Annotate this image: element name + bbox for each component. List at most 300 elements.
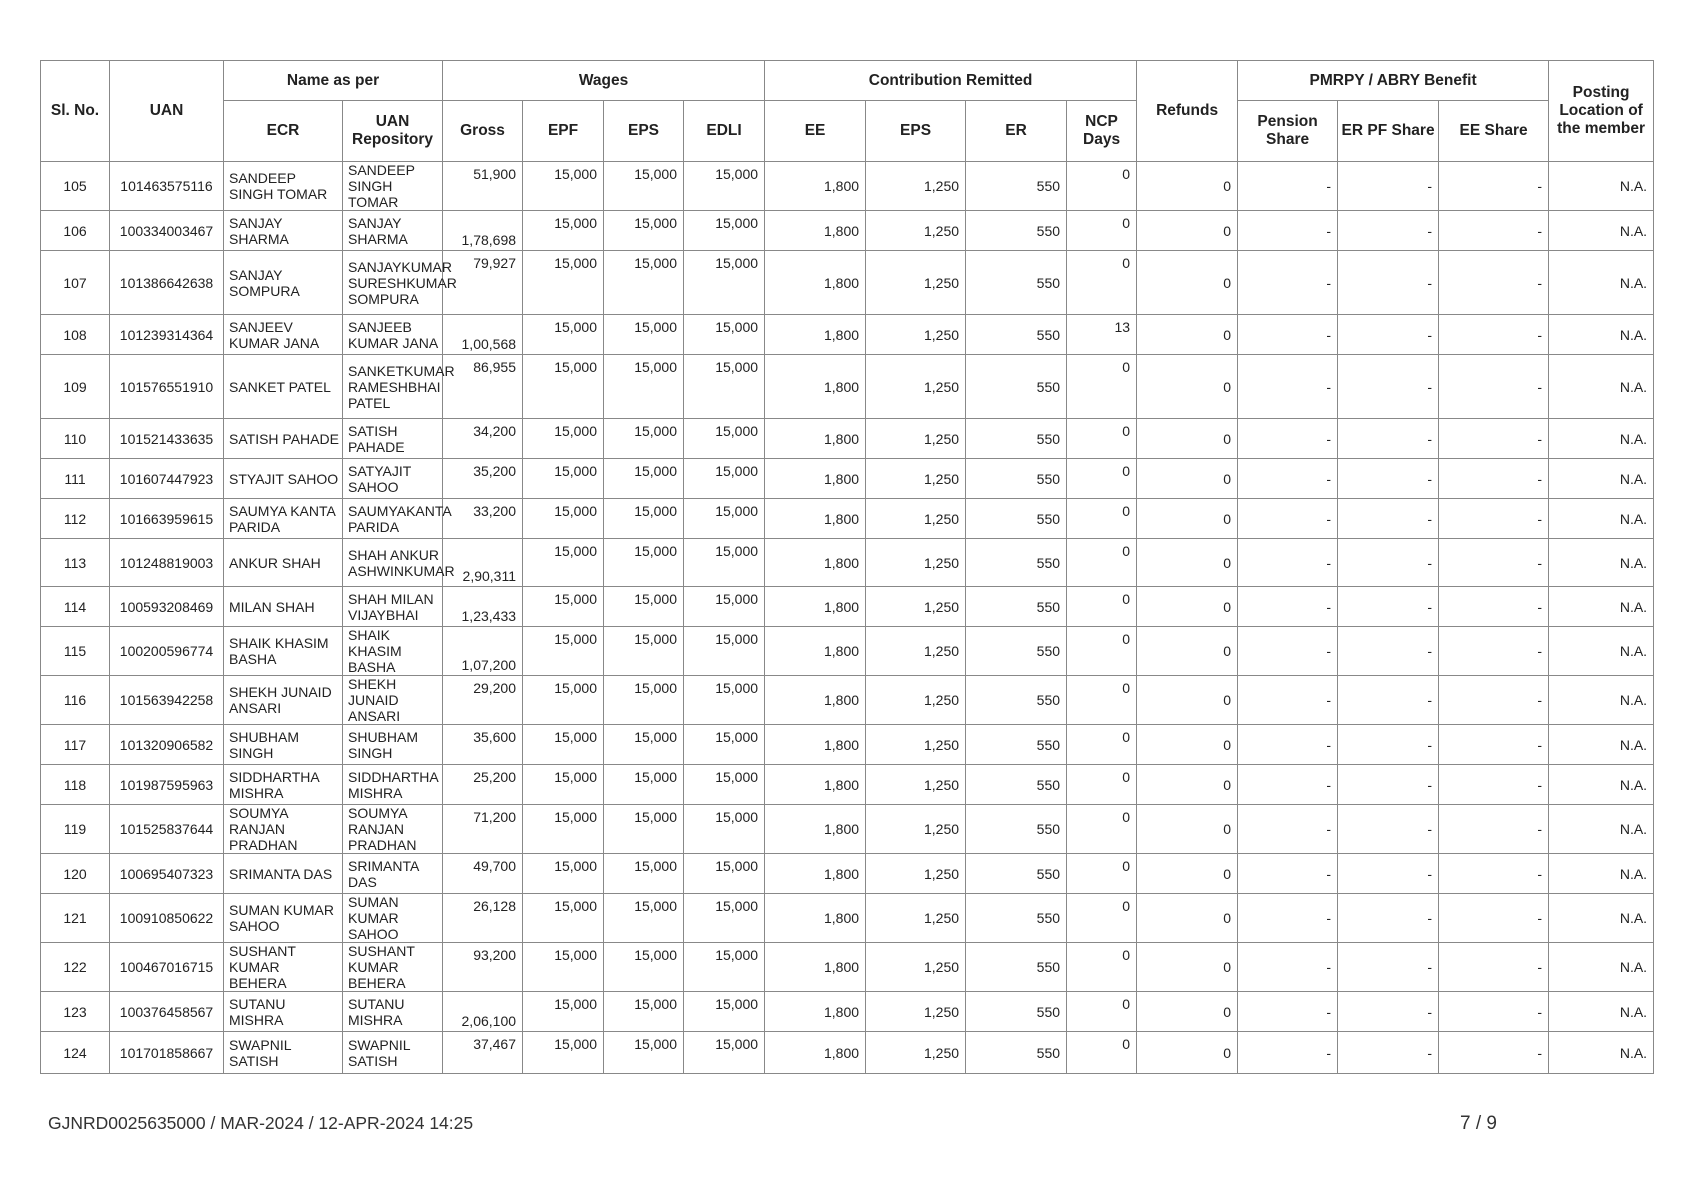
sl-no-cell: 106	[41, 211, 110, 251]
pension-share-cell: -	[1238, 725, 1338, 765]
ecr-name-cell: SRIMANTA DAS	[224, 854, 343, 894]
sl-no-cell: 111	[41, 459, 110, 499]
eps-contribution-cell: 1,250	[866, 1032, 966, 1074]
er-pf-share-cell: -	[1338, 627, 1439, 676]
ecr-name-cell: STYAJIT SAHOO	[224, 459, 343, 499]
posting-location-cell: N.A.	[1549, 854, 1654, 894]
uan-repository-name-cell: SATISH PAHADE	[343, 419, 443, 459]
edli-cell: 15,000	[684, 355, 765, 419]
ecr-name-cell: SWAPNIL SATISH	[224, 1032, 343, 1074]
epf-cell: 15,000	[523, 459, 604, 499]
ee-share-cell: -	[1439, 355, 1549, 419]
eps-wages-cell: 15,000	[604, 587, 684, 627]
gross-cell: 34,200	[443, 419, 523, 459]
eps-wages-cell: 15,000	[604, 992, 684, 1032]
refunds-cell: 0	[1137, 419, 1238, 459]
epf-cell: 15,000	[523, 676, 604, 725]
ee-share-cell: -	[1439, 676, 1549, 725]
posting-location-cell: N.A.	[1549, 315, 1654, 355]
ee-share-cell: -	[1439, 499, 1549, 539]
sl-no-cell: 122	[41, 943, 110, 992]
ee-share-cell: -	[1439, 315, 1549, 355]
uan-repository-name-cell: SUTANU MISHRA	[343, 992, 443, 1032]
posting-location-cell: N.A.	[1549, 211, 1654, 251]
sl-no-cell: 121	[41, 894, 110, 943]
ee-cell: 1,800	[765, 894, 866, 943]
header-ecr: ECR	[224, 101, 343, 162]
eps-contribution-cell: 1,250	[866, 765, 966, 805]
refunds-cell: 0	[1137, 539, 1238, 587]
pension-share-cell: -	[1238, 162, 1338, 211]
eps-contribution-cell: 1,250	[866, 355, 966, 419]
pension-share-cell: -	[1238, 854, 1338, 894]
pension-share-cell: -	[1238, 627, 1338, 676]
ncp-days-cell: 0	[1067, 539, 1137, 587]
ncp-days-cell: 0	[1067, 1032, 1137, 1074]
epf-cell: 15,000	[523, 894, 604, 943]
refunds-cell: 0	[1137, 805, 1238, 854]
uan-repository-name-cell: SHUBHAM SINGH	[343, 725, 443, 765]
uan-cell: 101521433635	[110, 419, 224, 459]
uan-repository-name-cell: SHAH ANKUR ASHWINKUMAR	[343, 539, 443, 587]
posting-location-cell: N.A.	[1549, 162, 1654, 211]
er-cell: 550	[966, 499, 1067, 539]
table-row	[41, 587, 1654, 627]
refunds-cell: 0	[1137, 992, 1238, 1032]
uan-cell: 101607447923	[110, 459, 224, 499]
gross-cell: 51,900	[443, 162, 523, 211]
uan-cell: 100467016715	[110, 943, 224, 992]
sl-no-cell: 120	[41, 854, 110, 894]
ncp-days-cell: 0	[1067, 587, 1137, 627]
table-row	[41, 805, 1654, 854]
refunds-cell: 0	[1137, 676, 1238, 725]
gross-cell: 35,200	[443, 459, 523, 499]
er-cell: 550	[966, 355, 1067, 419]
eps-wages-cell: 15,000	[604, 459, 684, 499]
ee-share-cell: -	[1439, 765, 1549, 805]
pension-share-cell: -	[1238, 419, 1338, 459]
ee-cell: 1,800	[765, 676, 866, 725]
uan-cell: 101987595963	[110, 765, 224, 805]
edli-cell: 15,000	[684, 587, 765, 627]
edli-cell: 15,000	[684, 1032, 765, 1074]
gross-cell: 2,90,311	[443, 539, 523, 587]
ee-cell: 1,800	[765, 499, 866, 539]
uan-repository-name-cell: SAUMYAKANTA PARIDA	[343, 499, 443, 539]
ecr-name-cell: SIDDHARTHA MISHRA	[224, 765, 343, 805]
header-ncp-days: NCP Days	[1067, 101, 1137, 162]
eps-wages-cell: 15,000	[604, 355, 684, 419]
ee-share-cell: -	[1439, 1032, 1549, 1074]
ecr-name-cell: ANKUR SHAH	[224, 539, 343, 587]
uan-cell: 101239314364	[110, 315, 224, 355]
er-cell: 550	[966, 725, 1067, 765]
er-cell: 550	[966, 539, 1067, 587]
table-row	[41, 943, 1654, 992]
header-er: ER	[966, 101, 1067, 162]
ecr-name-cell: SANJAY SOMPURA	[224, 251, 343, 315]
er-cell: 550	[966, 992, 1067, 1032]
ee-cell: 1,800	[765, 211, 866, 251]
er-pf-share-cell: -	[1338, 894, 1439, 943]
uan-cell: 101701858667	[110, 1032, 224, 1074]
uan-repository-name-cell: SRIMANTA DAS	[343, 854, 443, 894]
uan-repository-name-cell: SIDDHARTHA MISHRA	[343, 765, 443, 805]
eps-contribution-cell: 1,250	[866, 419, 966, 459]
epf-cell: 15,000	[523, 854, 604, 894]
table-row	[41, 1032, 1654, 1074]
pension-share-cell: -	[1238, 992, 1338, 1032]
ee-cell: 1,800	[765, 459, 866, 499]
header-uan-repository: UAN Repository	[343, 101, 443, 162]
refunds-cell: 0	[1137, 211, 1238, 251]
er-pf-share-cell: -	[1338, 587, 1439, 627]
ee-cell: 1,800	[765, 992, 866, 1032]
uan-cell: 101463575116	[110, 162, 224, 211]
ncp-days-cell: 0	[1067, 676, 1137, 725]
ee-share-cell: -	[1439, 539, 1549, 587]
epf-cell: 15,000	[523, 499, 604, 539]
gross-cell: 1,07,200	[443, 627, 523, 676]
er-cell: 550	[966, 627, 1067, 676]
eps-contribution-cell: 1,250	[866, 251, 966, 315]
eps-wages-cell: 15,000	[604, 725, 684, 765]
pension-share-cell: -	[1238, 355, 1338, 419]
er-pf-share-cell: -	[1338, 765, 1439, 805]
header-refunds: Refunds	[1137, 61, 1238, 162]
edli-cell: 15,000	[684, 419, 765, 459]
edli-cell: 15,000	[684, 211, 765, 251]
ecr-contribution-table	[40, 60, 1654, 1074]
header-ee: EE	[765, 101, 866, 162]
ee-cell: 1,800	[765, 162, 866, 211]
edli-cell: 15,000	[684, 499, 765, 539]
eps-wages-cell: 15,000	[604, 894, 684, 943]
gross-cell: 26,128	[443, 894, 523, 943]
table-row	[41, 627, 1654, 676]
ncp-days-cell: 0	[1067, 765, 1137, 805]
header-pension-share: Pension Share	[1238, 101, 1338, 162]
posting-location-cell: N.A.	[1549, 627, 1654, 676]
eps-wages-cell: 15,000	[604, 251, 684, 315]
ncp-days-cell: 0	[1067, 725, 1137, 765]
edli-cell: 15,000	[684, 315, 765, 355]
ecr-name-cell: SUMAN KUMAR SAHOO	[224, 894, 343, 943]
er-pf-share-cell: -	[1338, 992, 1439, 1032]
ee-share-cell: -	[1439, 992, 1549, 1032]
refunds-cell: 0	[1137, 854, 1238, 894]
ecr-name-cell: SANDEEP SINGH TOMAR	[224, 162, 343, 211]
ee-share-cell: -	[1439, 894, 1549, 943]
ecr-name-cell: SOUMYA RANJAN PRADHAN	[224, 805, 343, 854]
header-uan: UAN	[110, 61, 224, 162]
header-ee-share: EE Share	[1439, 101, 1549, 162]
table-row	[41, 459, 1654, 499]
sl-no-cell: 109	[41, 355, 110, 419]
ncp-days-cell: 0	[1067, 355, 1137, 419]
eps-contribution-cell: 1,250	[866, 627, 966, 676]
er-cell: 550	[966, 805, 1067, 854]
eps-wages-cell: 15,000	[604, 627, 684, 676]
sl-no-cell: 108	[41, 315, 110, 355]
er-pf-share-cell: -	[1338, 1032, 1439, 1074]
table-row	[41, 315, 1654, 355]
ee-cell: 1,800	[765, 765, 866, 805]
uan-cell: 100695407323	[110, 854, 224, 894]
eps-wages-cell: 15,000	[604, 1032, 684, 1074]
epf-cell: 15,000	[523, 419, 604, 459]
refunds-cell: 0	[1137, 943, 1238, 992]
sl-no-cell: 112	[41, 499, 110, 539]
ncp-days-cell: 0	[1067, 419, 1137, 459]
posting-location-cell: N.A.	[1549, 539, 1654, 587]
pension-share-cell: -	[1238, 315, 1338, 355]
eps-contribution-cell: 1,250	[866, 805, 966, 854]
er-cell: 550	[966, 587, 1067, 627]
gross-cell: 49,700	[443, 854, 523, 894]
header-name-as-per: Name as per	[224, 61, 443, 101]
refunds-cell: 0	[1137, 587, 1238, 627]
uan-repository-name-cell: SANJAYKUMAR SURESHKUMAR SOMPURA	[343, 251, 443, 315]
epf-cell: 15,000	[523, 725, 604, 765]
sl-no-cell: 114	[41, 587, 110, 627]
edli-cell: 15,000	[684, 539, 765, 587]
posting-location-cell: N.A.	[1549, 943, 1654, 992]
ecr-name-cell: SAUMYA KANTA PARIDA	[224, 499, 343, 539]
refunds-cell: 0	[1137, 1032, 1238, 1074]
gross-cell: 1,78,698	[443, 211, 523, 251]
edli-cell: 15,000	[684, 627, 765, 676]
ncp-days-cell: 0	[1067, 459, 1137, 499]
epf-cell: 15,000	[523, 315, 604, 355]
epf-cell: 15,000	[523, 539, 604, 587]
ee-cell: 1,800	[765, 587, 866, 627]
pension-share-cell: -	[1238, 211, 1338, 251]
edli-cell: 15,000	[684, 676, 765, 725]
ee-share-cell: -	[1439, 419, 1549, 459]
posting-location-cell: N.A.	[1549, 355, 1654, 419]
eps-contribution-cell: 1,250	[866, 943, 966, 992]
gross-cell: 71,200	[443, 805, 523, 854]
gross-cell: 86,955	[443, 355, 523, 419]
edli-cell: 15,000	[684, 459, 765, 499]
ecr-name-cell: SUSHANT KUMAR BEHERA	[224, 943, 343, 992]
edli-cell: 15,000	[684, 251, 765, 315]
posting-location-cell: N.A.	[1549, 1032, 1654, 1074]
ncp-days-cell: 0	[1067, 854, 1137, 894]
gross-cell: 37,467	[443, 1032, 523, 1074]
er-pf-share-cell: -	[1338, 211, 1439, 251]
epf-cell: 15,000	[523, 251, 604, 315]
eps-wages-cell: 15,000	[604, 211, 684, 251]
edli-cell: 15,000	[684, 992, 765, 1032]
gross-cell: 2,06,100	[443, 992, 523, 1032]
eps-contribution-cell: 1,250	[866, 211, 966, 251]
table-row	[41, 992, 1654, 1032]
ee-share-cell: -	[1439, 725, 1549, 765]
pension-share-cell: -	[1238, 894, 1338, 943]
gross-cell: 1,23,433	[443, 587, 523, 627]
eps-contribution-cell: 1,250	[866, 315, 966, 355]
er-cell: 550	[966, 676, 1067, 725]
uan-repository-name-cell: SHEKH JUNAID ANSARI	[343, 676, 443, 725]
epf-cell: 15,000	[523, 211, 604, 251]
er-cell: 550	[966, 419, 1067, 459]
eps-wages-cell: 15,000	[604, 854, 684, 894]
refunds-cell: 0	[1137, 627, 1238, 676]
posting-location-cell: N.A.	[1549, 419, 1654, 459]
sl-no-cell: 124	[41, 1032, 110, 1074]
ee-cell: 1,800	[765, 315, 866, 355]
er-pf-share-cell: -	[1338, 725, 1439, 765]
header-er-pf-share: ER PF Share	[1338, 101, 1439, 162]
header-pmrpy-abry: PMRPY / ABRY Benefit	[1238, 61, 1549, 101]
uan-repository-name-cell: SOUMYA RANJAN PRADHAN	[343, 805, 443, 854]
epf-cell: 15,000	[523, 1032, 604, 1074]
uan-repository-name-cell: SANJEEB KUMAR JANA	[343, 315, 443, 355]
sl-no-cell: 115	[41, 627, 110, 676]
sl-no-cell: 110	[41, 419, 110, 459]
eps-contribution-cell: 1,250	[866, 499, 966, 539]
er-pf-share-cell: -	[1338, 251, 1439, 315]
er-pf-share-cell: -	[1338, 539, 1439, 587]
ncp-days-cell: 0	[1067, 251, 1137, 315]
er-pf-share-cell: -	[1338, 162, 1439, 211]
table-row	[41, 162, 1654, 211]
er-cell: 550	[966, 894, 1067, 943]
eps-contribution-cell: 1,250	[866, 587, 966, 627]
er-cell: 550	[966, 251, 1067, 315]
posting-location-cell: N.A.	[1549, 725, 1654, 765]
ncp-days-cell: 0	[1067, 627, 1137, 676]
ee-share-cell: -	[1439, 251, 1549, 315]
document-reference: GJNRD0025635000 / MAR-2024 / 12-APR-2024 14:25	[48, 1113, 474, 1133]
ee-share-cell: -	[1439, 162, 1549, 211]
ecr-name-cell: SHEKH JUNAID ANSARI	[224, 676, 343, 725]
uan-cell: 101248819003	[110, 539, 224, 587]
pension-share-cell: -	[1238, 587, 1338, 627]
sl-no-cell: 123	[41, 992, 110, 1032]
er-cell: 550	[966, 765, 1067, 805]
eps-contribution-cell: 1,250	[866, 725, 966, 765]
eps-wages-cell: 15,000	[604, 315, 684, 355]
er-pf-share-cell: -	[1338, 805, 1439, 854]
uan-repository-name-cell: SHAIK KHASIM BASHA	[343, 627, 443, 676]
edli-cell: 15,000	[684, 943, 765, 992]
table-row	[41, 355, 1654, 419]
sl-no-cell: 118	[41, 765, 110, 805]
ee-cell: 1,800	[765, 725, 866, 765]
refunds-cell: 0	[1137, 894, 1238, 943]
table-body	[41, 162, 1654, 1074]
pension-share-cell: -	[1238, 251, 1338, 315]
ee-cell: 1,800	[765, 419, 866, 459]
edli-cell: 15,000	[684, 894, 765, 943]
er-cell: 550	[966, 211, 1067, 251]
epf-cell: 15,000	[523, 765, 604, 805]
pension-share-cell: -	[1238, 539, 1338, 587]
gross-cell: 79,927	[443, 251, 523, 315]
ecr-name-cell: SATISH PAHADE	[224, 419, 343, 459]
edli-cell: 15,000	[684, 162, 765, 211]
pension-share-cell: -	[1238, 1032, 1338, 1074]
pension-share-cell: -	[1238, 499, 1338, 539]
table-row	[41, 894, 1654, 943]
ee-cell: 1,800	[765, 627, 866, 676]
refunds-cell: 0	[1137, 162, 1238, 211]
uan-repository-name-cell: SUMAN KUMAR SAHOO	[343, 894, 443, 943]
pension-share-cell: -	[1238, 459, 1338, 499]
header-eps-wages: EPS	[604, 101, 684, 162]
table-row	[41, 725, 1654, 765]
header-epf: EPF	[523, 101, 604, 162]
ncp-days-cell: 0	[1067, 162, 1137, 211]
pension-share-cell: -	[1238, 676, 1338, 725]
eps-wages-cell: 15,000	[604, 499, 684, 539]
ncp-days-cell: 13	[1067, 315, 1137, 355]
er-pf-share-cell: -	[1338, 943, 1439, 992]
header-wages: Wages	[443, 61, 765, 101]
uan-repository-name-cell: SANDEEP SINGH TOMAR	[343, 162, 443, 211]
header-posting-location: Posting Location of the member	[1549, 61, 1654, 162]
posting-location-cell: N.A.	[1549, 499, 1654, 539]
refunds-cell: 0	[1137, 459, 1238, 499]
eps-wages-cell: 15,000	[604, 676, 684, 725]
er-cell: 550	[966, 459, 1067, 499]
uan-cell: 100334003467	[110, 211, 224, 251]
page-number: 7 / 9	[1460, 1113, 1497, 1134]
header-gross: Gross	[443, 101, 523, 162]
ee-cell: 1,800	[765, 805, 866, 854]
uan-repository-name-cell: SANJAY SHARMA	[343, 211, 443, 251]
ncp-days-cell: 0	[1067, 943, 1137, 992]
header-sl-no: Sl. No.	[41, 61, 110, 162]
er-cell: 550	[966, 162, 1067, 211]
er-pf-share-cell: -	[1338, 419, 1439, 459]
table-row	[41, 539, 1654, 587]
epf-cell: 15,000	[523, 627, 604, 676]
uan-cell: 101320906582	[110, 725, 224, 765]
ee-share-cell: -	[1439, 587, 1549, 627]
ee-share-cell: -	[1439, 854, 1549, 894]
eps-wages-cell: 15,000	[604, 805, 684, 854]
ee-cell: 1,800	[765, 854, 866, 894]
pension-share-cell: -	[1238, 765, 1338, 805]
ecr-name-cell: SANJEEV KUMAR JANA	[224, 315, 343, 355]
gross-cell: 1,00,568	[443, 315, 523, 355]
refunds-cell: 0	[1137, 355, 1238, 419]
edli-cell: 15,000	[684, 765, 765, 805]
table-row	[41, 676, 1654, 725]
eps-contribution-cell: 1,250	[866, 459, 966, 499]
ecr-name-cell: SANJAY SHARMA	[224, 211, 343, 251]
er-cell: 550	[966, 854, 1067, 894]
ee-cell: 1,800	[765, 251, 866, 315]
table-row	[41, 211, 1654, 251]
eps-contribution-cell: 1,250	[866, 676, 966, 725]
uan-repository-name-cell: SANKETKUMAR RAMESHBHAI PATEL	[343, 355, 443, 419]
er-pf-share-cell: -	[1338, 459, 1439, 499]
ee-share-cell: -	[1439, 211, 1549, 251]
er-cell: 550	[966, 943, 1067, 992]
sl-no-cell: 105	[41, 162, 110, 211]
epf-cell: 15,000	[523, 355, 604, 419]
refunds-cell: 0	[1137, 725, 1238, 765]
uan-cell: 101386642638	[110, 251, 224, 315]
header-eps-contribution: EPS	[866, 101, 966, 162]
gross-cell: 93,200	[443, 943, 523, 992]
